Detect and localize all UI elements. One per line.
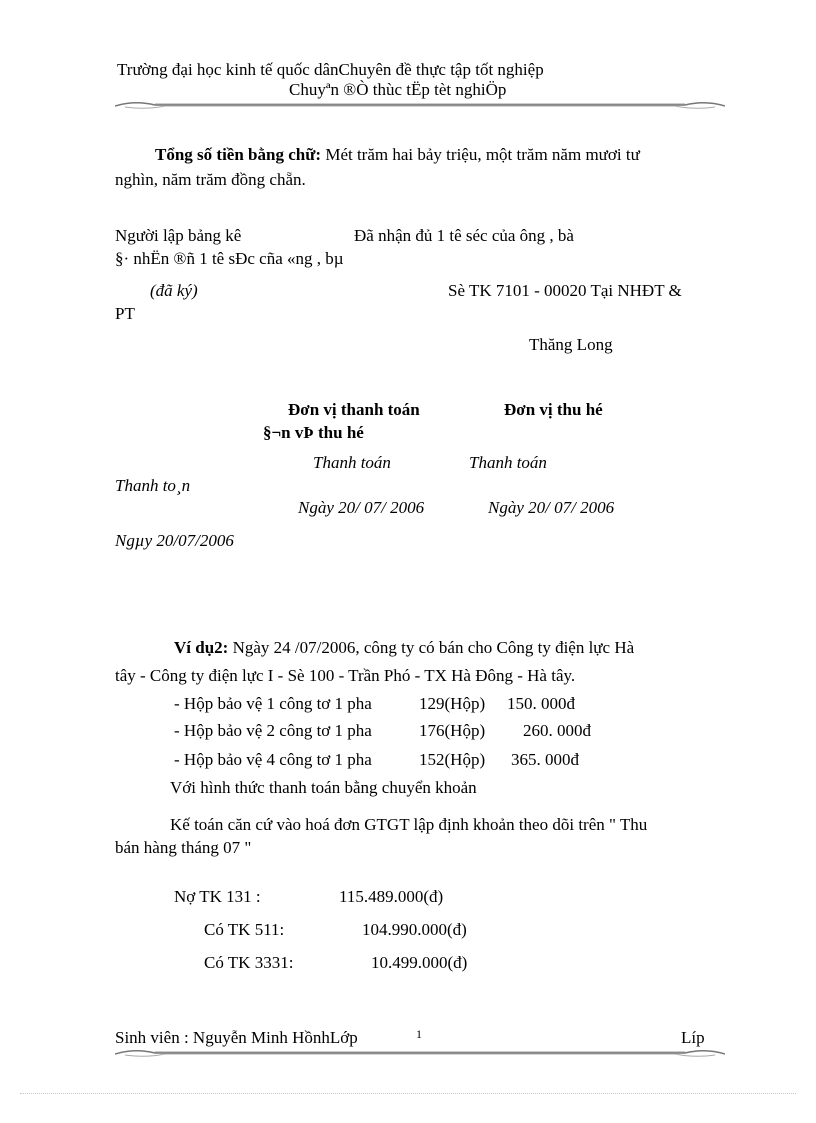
payer-date: Ngày 20/ 07/ 2006 xyxy=(298,498,425,517)
item-name: - Hộp bảo vệ 2 công tơ 1 pha xyxy=(174,721,372,740)
account-line-a: Sè TK 7101 - 00020 Tại NHĐT & xyxy=(448,281,682,300)
item-price: 260. 000đ xyxy=(523,721,591,740)
entry-account: Có TK 3331: xyxy=(204,953,294,972)
bank-branch: Thăng Long xyxy=(529,335,613,354)
list-item xyxy=(174,694,372,714)
list-item xyxy=(174,750,372,770)
summary-text-a: Mét trăm hai bảy triệu, một trăm năm mươi tư xyxy=(321,145,640,164)
header-line-1: Trường đại học kinh tế quốc dânChuyên đề thực tập tốt nghiệp xyxy=(117,60,544,79)
entry-amount: 104.990.000(đ) xyxy=(362,920,467,939)
account-line-b: PT xyxy=(115,304,135,323)
preparer-label: Người lập bảng kê xyxy=(115,226,242,245)
accounting-line-b: bán hàng tháng 07 " xyxy=(115,838,252,857)
page-bottom-border xyxy=(20,1093,796,1094)
item-qty: 152(Hộp) xyxy=(419,750,486,769)
payer-unit-title: Đơn vị thanh toán xyxy=(288,400,420,419)
footer-ornament-divider xyxy=(115,1046,725,1060)
received-note-garbled: §· nhËn ®ñ 1 tê sÐc cña «ng , bµ xyxy=(115,249,344,268)
entry-amount: 10.499.000(đ) xyxy=(371,953,468,972)
accounting-line-a: Kế toán căn cứ vào hoá đơn GTGT lập định khoản theo dõi trên " Thu xyxy=(170,815,648,834)
header-ornament-divider xyxy=(115,98,725,112)
page-number: 1 xyxy=(416,1027,422,1041)
example-line-1 xyxy=(174,638,634,658)
entry-account: Có TK 511: xyxy=(204,920,285,939)
collector-unit-garbled: §¬n vÞ thu hé xyxy=(263,423,364,442)
list-item xyxy=(174,721,372,741)
date-garbled: Ngµy 20/07/2006 xyxy=(115,531,234,550)
footer-student: Sinh viên : Nguyễn Minh HồnhLớp xyxy=(115,1028,358,1047)
item-name: - Hộp bảo vệ 4 công tơ 1 pha xyxy=(174,750,372,769)
collector-unit-title: Đơn vị thu hé xyxy=(504,400,603,419)
item-price: 365. 000đ xyxy=(511,750,579,769)
item-qty: 176(Hộp) xyxy=(419,721,486,740)
payer-status: Thanh toán xyxy=(313,453,391,472)
payment-method: Với hình thức thanh toán bằng chuyển khoản xyxy=(170,778,477,797)
collector-status: Thanh toán xyxy=(469,453,547,472)
example-label: Ví dụ2: xyxy=(174,638,229,657)
entry-amount: 115.489.000(đ) xyxy=(339,887,444,906)
header-line-2: Chuyªn ®Ò thùc tËp tèt nghiÖp xyxy=(289,80,507,99)
summary-line-1 xyxy=(155,145,640,165)
example-text-a: Ngày 24 /07/2006, công ty có bán cho Công ty điện lực Hà xyxy=(228,638,635,657)
footer-class: Líp xyxy=(681,1028,705,1047)
summary-label: Tổng số tiền bằng chữ: xyxy=(155,145,322,164)
item-price: 150. 000đ xyxy=(507,694,575,713)
item-name: - Hộp bảo vệ 1 công tơ 1 pha xyxy=(174,694,372,713)
item-qty: 129(Hộp) xyxy=(419,694,486,713)
signed-note: (đã ký) xyxy=(150,281,198,300)
received-note: Đã nhận đủ 1 tê séc của ông , bà xyxy=(354,226,574,245)
status-garbled: Thanh to¸n xyxy=(115,476,191,495)
summary-text-b: nghìn, năm trăm đồng chẵn. xyxy=(115,170,306,189)
collector-date: Ngày 20/ 07/ 2006 xyxy=(488,498,615,517)
entry-account: Nợ TK 131 : xyxy=(174,887,261,906)
example-text-b: tây - Công ty điện lực I - Sè 100 - Trần Phó - TX Hà Đông - Hà tây. xyxy=(115,666,576,685)
